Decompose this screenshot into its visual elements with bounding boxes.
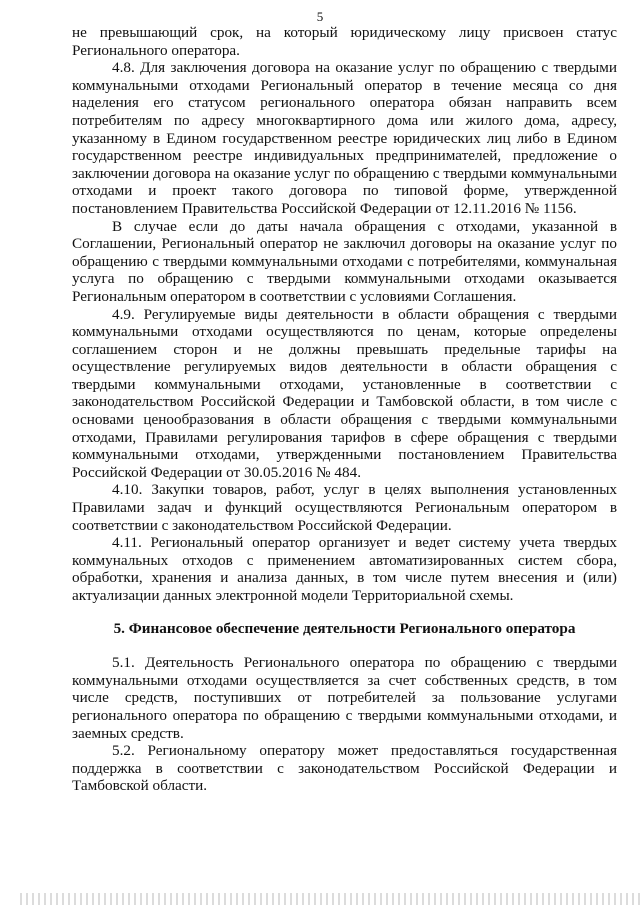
- paragraph-4-8: 4.8. Для заключения договора на оказание услуг по обращению с твердыми коммунальными отходами Региональный оператор в течение месяца со дня наделения его статусом регионального оператора обязан направить всем потребителям по адресу многоквартирного дома или жилого дома, адресу, указанному в Едином государственном реестре юридических лиц либо в Едином государственном реестре индивидуальных предпринимателей, предложение о заключении договора на оказание услуг по обращению с твердыми коммунальными отходами и проект такого договора по типовой форме, утвержденной постановлением Правительства Российской Федерации от 12.11.2016 № 1156.: [72, 59, 617, 217]
- section-heading: 5. Финансовое обеспечение деятельности Регионального оператора: [113, 619, 576, 637]
- paragraph-5-1: 5.1. Деятельность Регионального оператора по обращению с твердыми коммунальными отходами осуществляется за счет собственных средств, в том числе средств, поступивших от потребителей за пользование услугами регионального оператора по обращению с твердыми коммунальными отходами, и заемных средств.: [72, 654, 617, 742]
- scan-edge-artifact: [20, 893, 640, 905]
- page-number: 5: [316, 9, 324, 24]
- paragraph-continuation: не превышающий срок, на который юридическому лицу присвоен статус Регионального оператора.: [72, 24, 617, 59]
- paragraph-4-9: 4.9. Регулируемые виды деятельности в области обращения с твердыми коммунальными отходами осуществляются по ценам, которые определены соглашением сторон и не должны превышать предельные тарифы на осуществление регулируемых видов деятельности в области обращения с твердыми коммунальными отходами, установленные в соответствии с законодательством Российской Федерации и Тамбовской области, в том числе с основами ценообразования в области обращения с твердыми коммунальными отходами, Правилами регулирования тарифов в сфере обращения с твердыми коммунальными отходами, утвержденными постановлением Правительства Российской Федерации от 30.05.2016 № 484.: [72, 305, 617, 481]
- paragraph-5-2: 5.2. Региональному оператору может предоставляться государственная поддержка в соответствии с законодательством Российской Федерации и Тамбовской области.: [72, 742, 617, 795]
- paragraph-4-8-b: В случае если до даты начала обращения с отходами, указанной в Соглашении, Региональный оператор не заключил договоры на оказание услуг по обращению с твердыми коммунальными отходами с потребителями, коммунальная услуга по обращению с твердыми коммунальными отходами оказывается Региональным оператором в соответствии с условиями Соглашения.: [72, 217, 617, 305]
- paragraph-4-11: 4.11. Региональный оператор организует и ведет систему учета твердых коммунальных отходов с применением автоматизированных систем сбора, обработки, хранения и анализа данных, в том числе путем внесения и (или) актуализации данных электронной модели Территориальной схемы.: [72, 534, 617, 604]
- paragraph-4-10: 4.10. Закупки товаров, работ, услуг в целях выполнения установленных Правилами задач и функций осуществляются Региональным оператором в соответствии с законодательством Российской Федерации.: [72, 481, 617, 534]
- document-body: [72, 24, 617, 795]
